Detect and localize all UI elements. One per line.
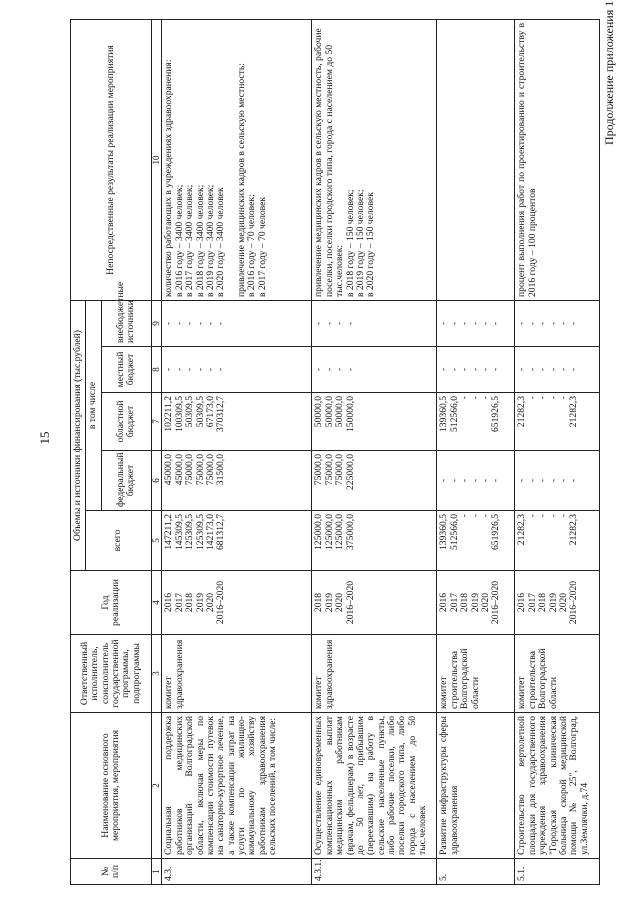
row-responsible: комитет строительства Волгоградской области xyxy=(515,635,600,713)
row-extra: - - - - - - xyxy=(437,300,515,346)
column-index: 6 xyxy=(151,451,162,511)
row-local: - - - - - - xyxy=(437,347,515,393)
row-years: 2016 2017 2018 2019 2020 2016–2020 xyxy=(162,571,312,635)
row-total: 21282,3 - - - - 21282,3 xyxy=(515,511,600,571)
column-index: 2 xyxy=(151,713,162,859)
table-row xyxy=(515,19,600,884)
column-index: 5 xyxy=(151,511,162,571)
document-area xyxy=(70,0,635,905)
row-name: Развитие инфраструктуры сферы здравоохранения xyxy=(437,713,515,859)
header-in-that-number: в том числе xyxy=(86,300,101,510)
row-no: 5.1. xyxy=(515,859,600,885)
row-responsible: комитет строительства Волгоградской области xyxy=(437,635,515,713)
header-responsible: Ответственный исполнитель, соисполнитель государственной программы, подпрограммы xyxy=(71,635,152,713)
row-extra: - - - - xyxy=(312,300,437,346)
row-results: процент выполнения работ по проектированию и строительству в 2016 году – 100 процентов xyxy=(515,19,600,300)
column-index: 9 xyxy=(151,300,162,346)
header-no: № п/п xyxy=(71,859,152,885)
row-local: - - - - - - xyxy=(162,347,312,393)
row-name: Осуществление единовременных компенсационных выплат медицинским работникам (врачам, фельдшерам) в возрасте до 50 лет, прибывшим (переехавшим) на работу в сельские населенные пункты, либо рабочие поселки, либо поселки городского типа, либо города с населением до 50 тыс.человек xyxy=(312,713,437,859)
column-index: 3 xyxy=(151,635,162,713)
row-local: - - - - xyxy=(312,347,437,393)
row-total: 139360,5 512566,0 - - - 651926,5 xyxy=(437,511,515,571)
row-regional: 21282,3 - - - - 21282,3 xyxy=(515,393,600,451)
row-no: 4.3.1. xyxy=(312,859,437,885)
row-federal: - - - - - - xyxy=(437,451,515,511)
header-funding-group: Объемы и источники финансирования (тыс.рублей) xyxy=(71,300,86,570)
header-extra: внебюджетные источники xyxy=(101,300,151,346)
row-no: 4.3. xyxy=(162,859,312,885)
column-index: 10 xyxy=(151,19,162,300)
row-years: 2016 2017 2018 2019 2020 2016–2020 xyxy=(437,571,515,635)
header-year: Год реализации xyxy=(71,571,152,635)
header-federal: федеральный бюджет xyxy=(101,451,151,511)
appendix-table-container xyxy=(70,20,600,885)
row-federal: 45000,0 45000,0 75000,0 75000,0 75000,0 31500,0 xyxy=(162,451,312,511)
column-index: 1 xyxy=(151,859,162,885)
row-federal: 75000,0 75000,0 75000,0 225000,0 xyxy=(312,451,437,511)
row-no: 5. xyxy=(437,859,515,885)
row-total: 147211,2 145309,5 125309,5 125309,5 142173,0 681312,7 xyxy=(162,511,312,571)
column-index-row xyxy=(151,19,162,884)
page-number: 15 xyxy=(37,431,52,445)
table-row xyxy=(437,19,515,884)
row-total: 125000,0 125000,0 125000,0 375000,0 xyxy=(312,511,437,571)
header-regional: областной бюджет xyxy=(101,393,151,451)
row-responsible: комитет здравоохранения xyxy=(162,635,312,713)
column-index: 7 xyxy=(151,393,162,451)
continuation-title: Продолжение приложения 1 xyxy=(602,0,616,145)
row-name: Строительство вертолетной площадки для государственного учреждения здравоохранения "Городская клиническая больница скорой медицинской помощи № 25", Волгоград, ул.Землячки, д.74 xyxy=(515,713,600,859)
header-local: местный бюджет xyxy=(101,347,151,393)
row-years: 2018 2019 2020 2016–2020 xyxy=(312,571,437,635)
header-results: Непосредственные результаты реализации мероприятия xyxy=(71,19,152,300)
row-local: - - - - - - xyxy=(515,347,600,393)
row-regional: 50000,0 50000,0 50000,0 150000,0 xyxy=(312,393,437,451)
row-regional: 139360,5 512566,0 - - - 651926,5 xyxy=(437,393,515,451)
row-results: количество работающих в учреждениях здравоохранения: в 2016 году – 3400 человек; в 2017 году – 3400 человек; в 2018 году – 3400 человек; в 2019 году – 3400 человек; в 2020 году – 3400 человек привлечение медицинских кадров в сельскую местность: в 2016 году – 70 человек; в 2017 году – 70 человек xyxy=(162,19,312,300)
row-extra: - - - - - - xyxy=(162,300,312,346)
row-results: привлечение медицинских кадров в сельскую местность, рабочие поселки, поселки городского типа, города с населением до 50 тыс.человек: в 2018 году – 150 человек; в 2019 году – 150 человек; в 2020 году – 150 человек xyxy=(312,19,437,300)
column-index: 8 xyxy=(151,347,162,393)
table-row xyxy=(312,19,437,884)
row-responsible: комитет здравоохранения xyxy=(312,635,437,713)
row-extra: - - - - - - xyxy=(515,300,600,346)
appendix-table xyxy=(70,19,600,885)
header-name: Наименование основного мероприятия, мероприятия xyxy=(71,713,152,859)
row-years: 2016 2017 2018 2019 2020 2016–2020 xyxy=(515,571,600,635)
row-federal: - - - - - - xyxy=(515,451,600,511)
table-row xyxy=(162,19,312,884)
row-name: Социальная поддержка работников медицинских организаций Волгоградской области, включая меры по компенсации стоимости путевок на санаторно-курортное лечение, а также компенсации затрат на услуги по жилищно-коммунальному хозяйству работникам здравоохранения сельских поселений, в том числе: xyxy=(162,713,312,859)
column-index: 4 xyxy=(151,571,162,635)
row-results xyxy=(437,19,515,300)
header-total: всего xyxy=(86,511,151,571)
row-regional: 102211,2 100309,5 50309,5 50309,5 67173,0 370312,7 xyxy=(162,393,312,451)
